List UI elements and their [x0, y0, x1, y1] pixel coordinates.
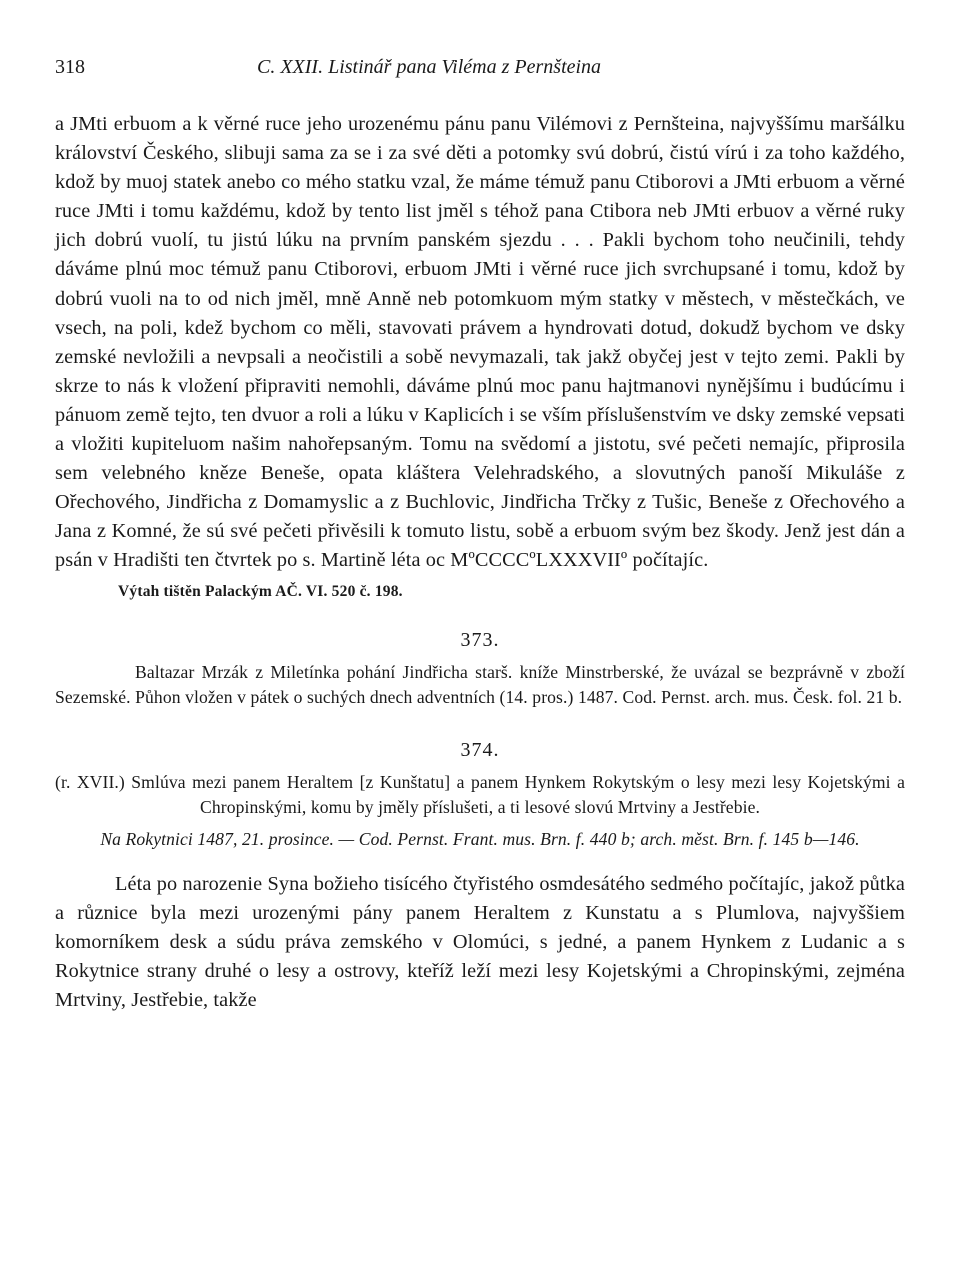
document-373-regest: Baltazar Mrzák z Miletínka pohání Jindřicha starš. kníže Minstrberské, že uvázal se bezprávně v zboží Sezemské. Půhon vložen v pátek o suchých dnech adventních (14. pros.) 1487. Cod. Pernst. arch. mus. Česk. fol. 21 b. [55, 661, 905, 707]
document-374-text: Léta po narozenie Syna božieho tisícého čtyřistého osmdesátého sedmého počítajíc, jakož půtka a různice byla mezi urozenými pány panem Heraltem z Kunstatu a s Plumlova, najvyššiem komorníkem desk a súdu práva zemského v Olomúci, s jedné, a panem Hynkem z Ludanic a s Rokytnice strany druhé o lesy a ostrovy, kteříž leží mezi lesy Kojetskými a Chropinskými, zejména Mrtviny, Jestřebie, takže [55, 873, 905, 1012]
page-header [55, 56, 905, 86]
running-title: C. XXII. Listinář pana Viléma z Pernšteina [257, 56, 602, 78]
document-374-number: 374. [460, 738, 500, 761]
document-374-provenance: Na Rokytnici 1487, 21. prosince. — Cod. Pernst. Frant. mus. Brn. f. 440 b; arch. měst. Brn. f. 145 b—146. [100, 828, 860, 849]
document-372-source-note: Výtah tištěn Palackým AČ. VI. 520 č. 198. [118, 582, 403, 600]
page-content [55, 110, 905, 1015]
page-number: 318 [55, 56, 85, 78]
document-372-text: a JMti erbuom a k věrné ruce jeho urozenému pánu panu Vilémovi z Pernšteina, najvyššímu maršálku království Českého, slibuji sama za se i za své děti a potomky svú dobrú, čistú vírú i za toho každého, kdož by muoj statek anebo co mého statku vzal, že máme témuž panu Ctiborovi a JMti erbuom a věrné ruce JMti i tomu každému, kdož by tento list jměl s téhož pana Ctibora neb JMti erbuov a věrné ruky jich dobrú vuolí, tu jistú lúku na prvním panském sjezdu . . . Pakli bychom toho neučinili, tehdy dáváme plnú moc témuž panu Ctiborovi, erbuom JMti i věrné ruce jich svrchupsané i tomu, kdož by dobrú vuoli na to od nich jměl, mně Anně neb potomkuom mým statky v městech, v městečkách, ve vsech, na poli, kdež bychom co měli, stavovati právem a hyndrovati dotud, dokudž bychom ve dsky zemské nevložili a nevpsali a neočistili a sobě nevymazali, tak jakž obyčej jest v tejto zemi. Pakli by skrze to nás k vložení připraviti nemohli, dáváme plnú moc panu hajtmanovi nynějšímu i budúcímu i pánuom země tejto, ten dvuor a roli a lúku v Kaplicích i se vším příslušenstvím ve dsky zemské vepsati a vložiti kupiteluom našim nahořepsaným. Tomu na svědomí a jistotu, své pečeti nemajíc, připrosila sem velebného kněze Beneše, opata kláštera Velehradského, a slovutných panoší Mikuláše z Ořechového, Jindřicha z Domamyslic a z Buchlovic, Jindřicha Trčky z Tušic, Beneše z Ořechového a Jana z Komné, že sú své pečeti přivěsili k tomuto listu, sobě a erbuom svým bez škody. Jenž jest dán a psán v Hradišti ten čtvrtek po s. Martině léta oc MºCCCCºLXXXVIIº počítajíc. [55, 113, 905, 572]
document-374-regest: (r. XVII.) Smlúva mezi panem Heraltem [z Kunštatu] a panem Hynkem Rokytským o lesy mezi lesy Kojetskými a Chropinskými, komu by jměly příslušeti, a ti lesové slovú Mrtviny a Jestřebie. [55, 771, 905, 817]
document-373-number: 373. [460, 628, 500, 651]
